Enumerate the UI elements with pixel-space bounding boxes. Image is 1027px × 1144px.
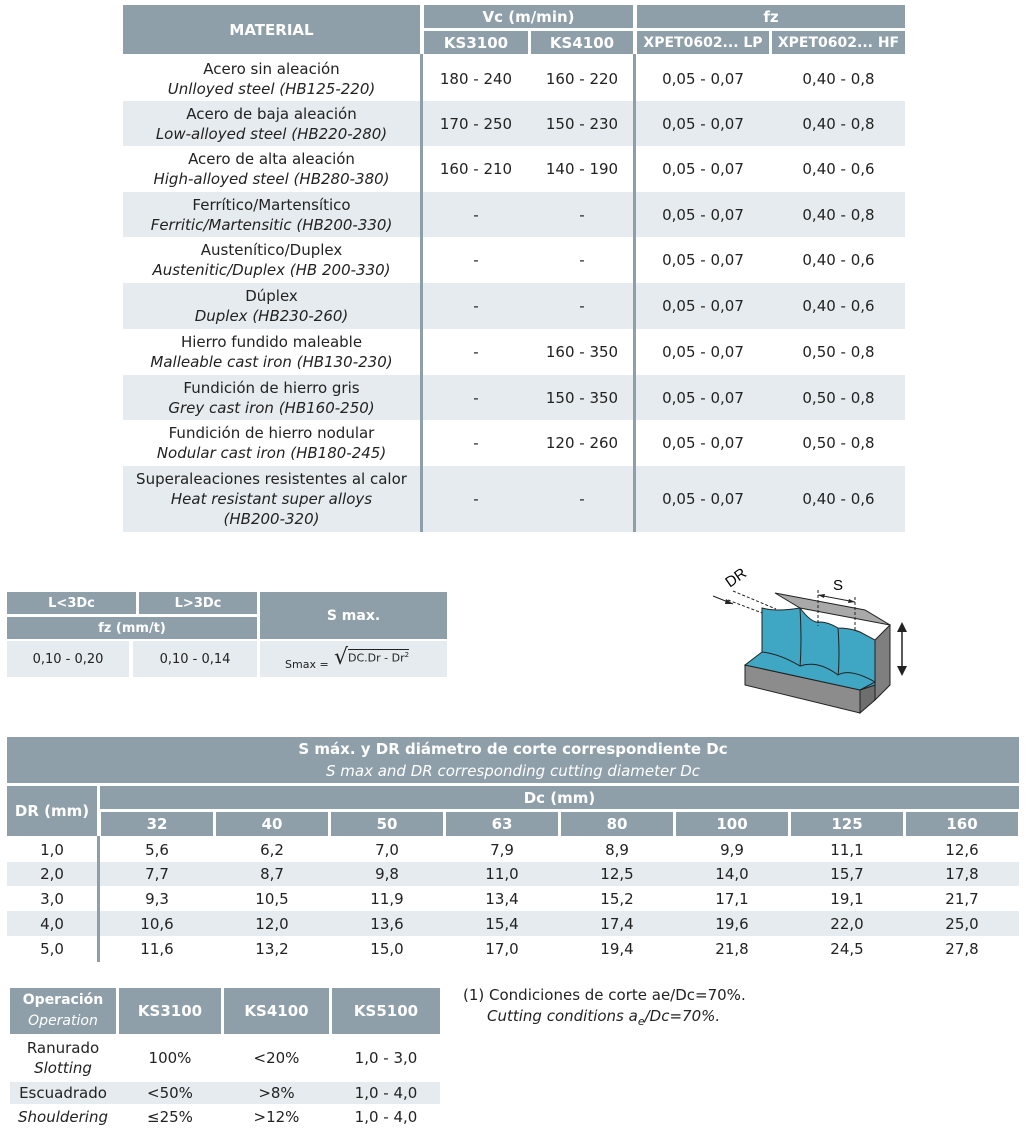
header-fz-mm-t: fz (mm/t)	[7, 617, 257, 639]
dc-column-header: 40	[216, 812, 328, 836]
smax-cell: 13,4	[485, 889, 519, 908]
smax-cell: 9,9	[720, 840, 744, 859]
hf-cell: 0,50 - 0,8	[802, 434, 875, 452]
smax-cell: 17,4	[600, 914, 634, 933]
s-arrow-head	[848, 599, 855, 603]
hf-cell: 0,40 - 0,6	[802, 251, 875, 269]
lp-cell: 0,05 - 0,07	[662, 388, 744, 407]
op-ks3100-cell: <50%	[147, 1084, 193, 1102]
lp-cell: 0,05 - 0,07	[662, 69, 744, 88]
smax-cell: 11,0	[485, 865, 519, 883]
smax-cell: 15,0	[370, 939, 404, 958]
dr-guide-line	[733, 591, 776, 609]
header-hf: XPET0602... HF	[772, 31, 905, 54]
lp-cell: 0,05 - 0,07	[662, 160, 744, 178]
material-cell: Fundición de hierro nodular Nodular cast iron (HB180-245)	[156, 424, 387, 462]
header-material: MATERIAL	[123, 5, 420, 54]
op-ks4100-cell: <20%	[253, 1048, 300, 1067]
smax-cell: 17,8	[945, 865, 979, 883]
ks3100-cell: -	[473, 434, 479, 452]
ks3100-cell: -	[473, 388, 479, 407]
smax-cell: 12,6	[945, 840, 979, 859]
footnote-line-es: (1) Condiciones de corte ae/Dc=70%.	[463, 986, 746, 1004]
lp-cell: 0,05 - 0,07	[662, 343, 744, 361]
smax-cell: 11,1	[830, 840, 864, 859]
material-cell: Acero sin aleación Unlloyed steel (HB125-220)	[167, 59, 376, 98]
formula-lhs: Smax =	[285, 658, 329, 671]
smax-cell: 25,0	[945, 914, 979, 933]
smax-cell: 21,8	[715, 939, 749, 958]
smax-cell: 7,0	[375, 840, 399, 859]
fz-value-l-more: 0,10 - 0,14	[133, 641, 257, 677]
hf-cell: 0,40 - 0,6	[802, 490, 875, 508]
op-ks5100-cell: 1,0 - 3,0	[354, 1048, 418, 1067]
ks4100-cell: -	[579, 490, 585, 508]
dr-cell: 2,0	[40, 865, 64, 883]
material-cell: Acero de baja aleación Low-alloyed steel (HB220-280)	[155, 104, 388, 143]
formula-radicand: DC.Dr - Dr$^2$	[348, 651, 410, 665]
smax-cell: 15,4	[485, 914, 519, 933]
header-lp: XPET0602... LP	[637, 31, 769, 54]
header-ks3100: KS3100	[424, 31, 528, 54]
material-cell: Hierro fundido maleable Malleable cast iron (HB130-230)	[150, 333, 393, 371]
lp-cell: 0,05 - 0,07	[662, 434, 744, 452]
cutting-diagram	[700, 560, 920, 720]
op-ks4100-cell: >8%	[258, 1084, 295, 1102]
hf-cell: 0,40 - 0,8	[802, 69, 875, 88]
smax-cell: 14,0	[715, 865, 749, 883]
hf-cell: 0,40 - 0,8	[802, 205, 875, 224]
dr-cell: 5,0	[40, 939, 64, 958]
smax-cell: 5,6	[145, 840, 169, 859]
ks3100-cell: 170 - 250	[439, 114, 513, 133]
hf-cell: 0,40 - 0,6	[802, 160, 875, 178]
header-ks3100: KS3100	[119, 988, 221, 1034]
hf-cell: 0,50 - 0,8	[802, 388, 875, 407]
operation-shouldering: Shouldering	[18, 1108, 108, 1126]
lp-cell: 0,05 - 0,07	[662, 297, 744, 315]
s-arrow-head	[818, 594, 825, 598]
material-cell: Ferrítico/Martensítico Ferritic/Martensitic (HB200-330)	[150, 195, 393, 234]
smax-cell: 24,5	[830, 939, 864, 958]
height-arrow-head	[897, 622, 907, 632]
ks3100-cell: 180 - 240	[439, 69, 513, 88]
dr-cell: 3,0	[40, 889, 64, 908]
ks4100-cell: 150 - 350	[545, 388, 619, 407]
header-l-more-3dc: L>3Dc	[139, 592, 257, 614]
dr-cell: 1,0	[40, 840, 64, 859]
op-ks5100-cell: 1,0 - 4,0	[354, 1108, 418, 1126]
hf-cell: 0,40 - 0,6	[802, 297, 875, 315]
smax-cell: 17,1	[715, 889, 749, 908]
height-arrow-head	[897, 666, 907, 676]
ks4100-cell: 120 - 260	[545, 434, 619, 452]
smax-cell: 12,5	[600, 865, 634, 883]
material-cell: Superaleaciones resistentes al calor Heat resistant super alloys (HB200-320)	[136, 470, 407, 528]
hf-cell: 0,50 - 0,8	[802, 343, 875, 361]
ks3100-cell: -	[473, 490, 479, 508]
header-ks5100: KS5100	[332, 988, 440, 1034]
smax-cell: 9,3	[145, 889, 169, 908]
material-cell: Austenítico/Duplex Austenitic/Duplex (HB 200-330)	[152, 241, 391, 279]
lp-cell: 0,05 - 0,07	[662, 251, 744, 269]
op-ks3100-cell: 100%	[148, 1048, 192, 1067]
header-dc: Dc (mm)	[100, 786, 1019, 809]
ks4100-cell: -	[579, 205, 585, 224]
column-divider	[97, 836, 100, 962]
header-s-max: S max.	[260, 592, 447, 639]
ks3100-cell: 160 - 210	[439, 160, 513, 178]
header-vc: Vc (m/min)	[424, 5, 633, 28]
column-divider	[420, 54, 423, 532]
op-ks3100-cell: ≤25%	[147, 1108, 193, 1126]
dc-column-header: 100	[676, 812, 788, 836]
smax-cell: 19,1	[830, 889, 864, 908]
lp-cell: 0,05 - 0,07	[662, 490, 744, 508]
smax-cell: 13,6	[370, 914, 404, 933]
block-side	[875, 625, 890, 700]
dr-cell: 4,0	[40, 914, 64, 933]
smax-cell: 8,9	[605, 840, 629, 859]
fz-value-l-less: 0,10 - 0,20	[7, 641, 129, 677]
header-l-less-3dc: L<3Dc	[7, 592, 136, 614]
smax-cell: 8,7	[260, 865, 284, 883]
smax-cell: 19,4	[600, 939, 634, 958]
dc-table-title: S máx. y DR diámetro de corte correspondiente Dc S max and DR corresponding cutting diameter Dc	[7, 737, 1019, 783]
footnote-line-en: Cutting conditions $a_e/Dc=70\%$.	[487, 1007, 721, 1028]
dc-column-header: 32	[101, 812, 213, 836]
header-dr: DR (mm)	[7, 786, 97, 836]
smax-cell: 21,7	[945, 889, 979, 908]
smax-cell: 27,8	[945, 939, 979, 958]
smax-cell: 17,0	[485, 939, 519, 958]
ks3100-cell: -	[473, 343, 479, 361]
ks4100-cell: 150 - 230	[545, 114, 619, 133]
smax-formula	[260, 641, 447, 677]
dr-label: DR	[722, 564, 750, 592]
dc-column-header: 63	[446, 812, 558, 836]
smax-cell: 10,5	[255, 889, 289, 908]
dc-column-header: 80	[561, 812, 673, 836]
smax-cell: 6,2	[260, 840, 284, 859]
dc-column-header: 125	[791, 812, 903, 836]
material-cell: Acero de alta aleación High-alloyed steel (HB280-380)	[153, 150, 390, 188]
footnote	[463, 985, 746, 1032]
s-label: S	[833, 577, 844, 594]
smax-cell: 13,2	[255, 939, 289, 958]
ks4100-cell: -	[579, 297, 585, 315]
ks4100-cell: 160 - 220	[545, 69, 619, 88]
hf-cell: 0,40 - 0,8	[802, 114, 875, 133]
header-operation: Operación Operation	[10, 988, 116, 1034]
dr-arrow-head	[725, 599, 733, 604]
operation-slotting: Ranurado Slotting	[26, 1038, 100, 1077]
smax-cell: 10,6	[140, 914, 174, 933]
header-fz: fz	[637, 5, 905, 28]
ks4100-cell: -	[579, 251, 585, 269]
header-ks4100: KS4100	[224, 988, 329, 1034]
lp-cell: 0,05 - 0,07	[662, 205, 744, 224]
dc-column-header: 160	[906, 812, 1018, 836]
column-divider	[633, 54, 636, 532]
lp-cell: 0,05 - 0,07	[662, 114, 744, 133]
smax-cell: 7,7	[145, 865, 169, 883]
smax-cell: 11,9	[370, 889, 404, 908]
op-ks5100-cell: 1,0 - 4,0	[354, 1084, 418, 1102]
smax-cell: 15,2	[600, 889, 634, 908]
header-ks4100: KS4100	[531, 31, 633, 54]
material-cell: Fundición de hierro gris Grey cast iron (HB160-250)	[168, 378, 375, 417]
smax-cell: 11,6	[140, 939, 174, 958]
smax-cell: 12,0	[255, 914, 289, 933]
sqrt-symbol: √	[334, 645, 349, 670]
smax-cell: 9,8	[375, 865, 399, 883]
dc-column-header: 50	[331, 812, 443, 836]
smax-cell: 15,7	[830, 865, 864, 883]
ks3100-cell: -	[473, 251, 479, 269]
ks4100-cell: 160 - 350	[545, 343, 619, 361]
ks4100-cell: 140 - 190	[545, 160, 619, 178]
material-cell: Dúplex Duplex (HB230-260)	[194, 287, 349, 325]
smax-cell: 22,0	[830, 914, 864, 933]
operation-squaring: Escuadrado	[19, 1084, 107, 1102]
ks3100-cell: -	[473, 297, 479, 315]
smax-cell: 7,9	[490, 840, 514, 859]
smax-cell: 19,6	[715, 914, 749, 933]
op-ks4100-cell: >12%	[253, 1108, 300, 1126]
ks3100-cell: -	[473, 205, 479, 224]
